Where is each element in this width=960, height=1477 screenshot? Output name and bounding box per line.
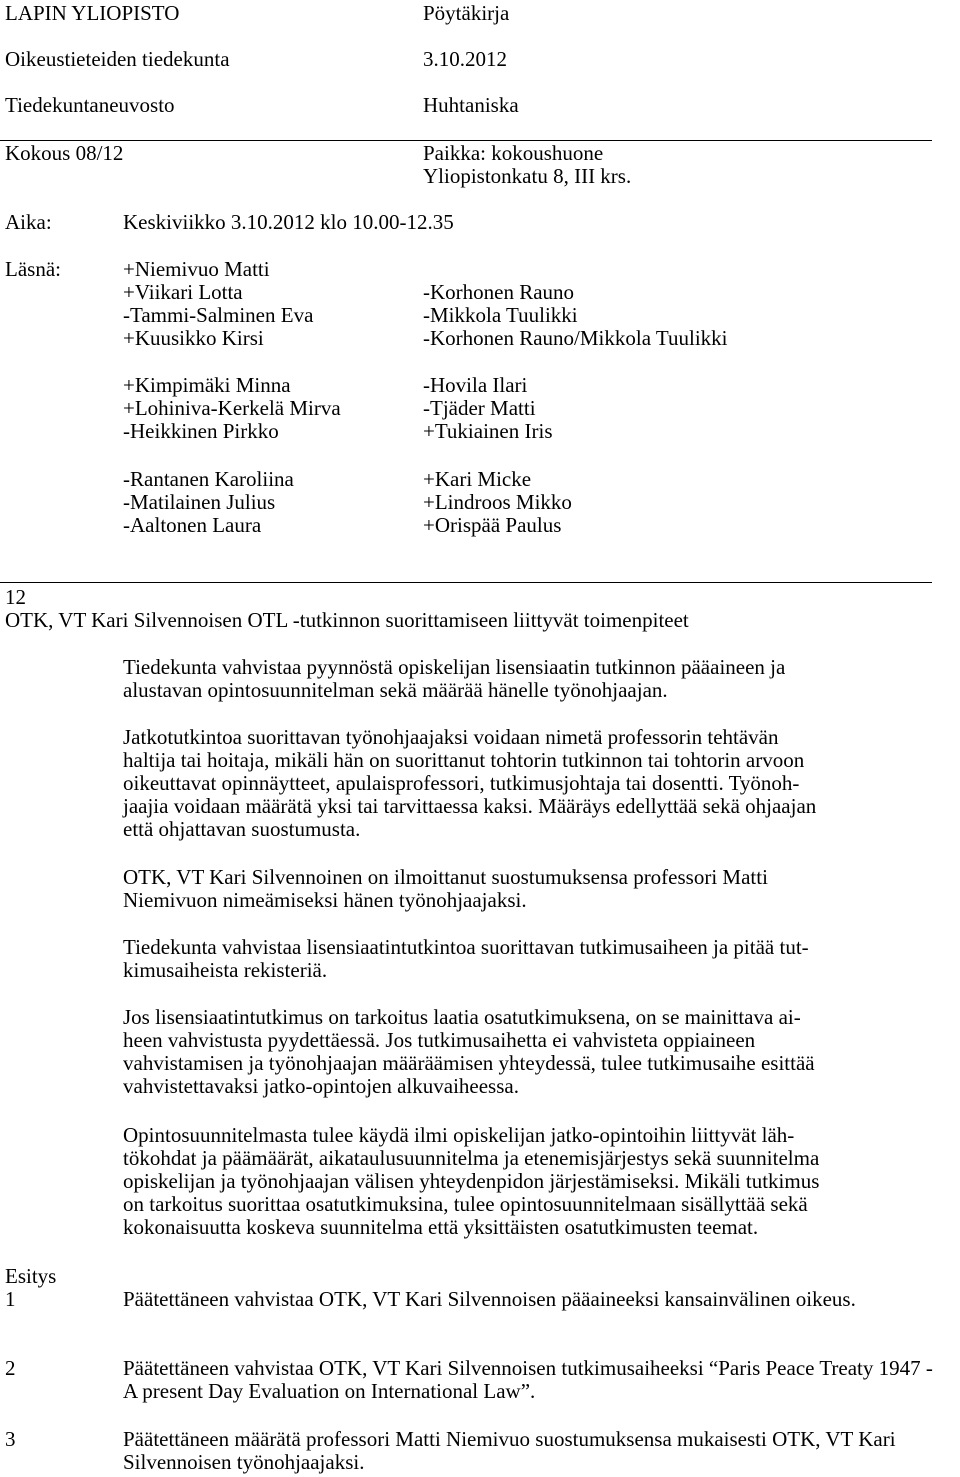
time-value: Keskiviikko 3.10.2012 klo 10.00-12.35: [123, 210, 454, 234]
meeting-place: Paikka: kokoushuone: [423, 141, 604, 165]
meeting-month: Huhtaniska: [423, 93, 519, 117]
attendee: -Hovila Ilari: [423, 373, 528, 397]
attendee: +Viikari Lotta: [123, 280, 243, 304]
attendee: +Orispää Paulus: [423, 513, 562, 537]
paragraph-line: Opintosuunnitelmasta tulee käydä ilmi opiskelijan jatko-opintoihin liittyvät läh-: [123, 1123, 795, 1147]
university-name: LAPIN YLIOPISTO: [5, 1, 180, 25]
attendee: [423, 258, 728, 281]
attendee: -Tammi-Salminen Eva: [123, 303, 314, 327]
attendee: -Korhonen Rauno: [423, 280, 575, 304]
attendee: +Niemivuo Matti: [123, 257, 270, 281]
attendee: -Mikkola Tuulikki: [423, 303, 578, 327]
paragraph-line: heen vahvistusta pyydettäessä. Jos tutkimusaihetta ei vahvisteta oppiaineen: [123, 1028, 756, 1052]
paragraph-line: on tarkoitus suorittaa osatutkimuksina, tulee opintosuunnitelmaan sisällyttää sekä: [123, 1192, 808, 1216]
paragraph-line: vahvistettavaksi jatko-opintojen alkuvaiheessa.: [123, 1074, 519, 1098]
paragraph-line: OTK, VT Kari Silvennoinen on ilmoittanut suostumuksensa professori Matti: [123, 865, 768, 889]
attendance-group-2-right: [423, 374, 553, 443]
time-label: Aika:: [5, 210, 52, 234]
paragraph-line: alustavan opintosuunnitelman sekä määrää hänelle työnohjaajan.: [123, 678, 668, 702]
proposal-item-number: 2: [5, 1356, 16, 1380]
paragraph-line: opiskelijan ja työnohjaajan välisen yhteydenpidon järjestämiseksi. Mikäli tutkimus: [123, 1169, 820, 1193]
proposal-label: Esitys: [5, 1264, 57, 1288]
attendance-group-3-left: [123, 468, 294, 537]
proposal-item-number: 3: [5, 1427, 16, 1451]
paragraph-line: kimusaiheista rekisteriä.: [123, 958, 328, 982]
paragraph-6: [123, 1124, 931, 1239]
paragraph-4: [123, 936, 931, 982]
paragraph-line: tökohdat ja päämäärät, aikataulusuunnitelma ja etenemisjärjestys sekä suunnitelma: [123, 1146, 820, 1170]
paragraph-line: jaajia voidaan määrätä yksi tai tarvittaessa kaksi. Määräys edellyttää sekä ohjaajan: [123, 794, 817, 818]
attendance-group-3-right: [423, 468, 572, 537]
attendee: +Lindroos Mikko: [423, 490, 572, 514]
attendee: +Lohiniva-Kerkelä Mirva: [123, 396, 341, 420]
attendance-label: Läsnä:: [5, 257, 61, 281]
council-name: Tiedekuntaneuvosto: [5, 93, 175, 117]
proposal-item-text: Päätettäneen vahvistaa OTK, VT Kari Silvennoisen pääaineeksi kansainvälinen oikeus.: [123, 1287, 856, 1311]
paragraph-line: Niemivuon nimeämiseksi hänen työnohjaajaksi.: [123, 888, 527, 912]
attendee: -Matilainen Julius: [123, 490, 276, 514]
paragraph-1: [123, 656, 931, 702]
paragraph-3: [123, 866, 931, 912]
attendance-group-1-left: [123, 258, 313, 350]
meeting-number: Kokous 08/12: [5, 141, 124, 165]
faculty-name: Oikeustieteiden tiedekunta: [5, 47, 230, 71]
paragraph-line: Jatkotutkintoa suorittavan työnohjaajaksi voidaan nimetä professorin tehtävän: [123, 725, 779, 749]
paragraph-line: Tiedekunta vahvistaa pyynnöstä opiskelijan lisensiaatin tutkinnon pääaineen ja: [123, 655, 786, 679]
paragraph-line: oikeuttavat opinnäytteet, apulaisprofessori, tutkimusjohtaja tai dosentti. Työnoh-: [123, 771, 800, 795]
section-title: OTK, VT Kari Silvennoisen OTL -tutkinnon suorittamiseen liittyvät toimenpiteet: [5, 608, 689, 632]
paragraph-line: Tiedekunta vahvistaa lisensiaatintutkintoa suorittavan tutkimusaiheen ja pitää tut-: [123, 935, 809, 959]
attendee: -Heikkinen Pirkko: [123, 419, 279, 443]
paragraph-line: että ohjattavan suostumusta.: [123, 817, 361, 841]
paragraph-line: Jos lisensiaatintutkimus on tarkoitus laatia osatutkimuksena, on se mainittava ai-: [123, 1005, 801, 1029]
proposal-item-text: Päätettäneen määrätä professori Matti Niemivuo suostumuksensa mukaisesti OTK, VT Kari Silvennoisen työnohjaajaksi.: [123, 1427, 896, 1474]
attendance-group-2-left: [123, 374, 341, 443]
attendee: -Tjäder Matti: [423, 396, 536, 420]
attendee: -Korhonen Rauno/Mikkola Tuulikki: [423, 326, 728, 350]
attendee: +Kuusikko Kirsi: [123, 326, 264, 350]
attendance-group-1-right: [423, 258, 728, 350]
meeting-address: Yliopistonkatu 8, III krs.: [423, 164, 632, 188]
paragraph-2: [123, 726, 931, 841]
section-rule: [0, 582, 932, 583]
section-number: 12: [5, 585, 26, 609]
attendee: +Kari Micke: [423, 467, 532, 491]
paragraph-5: [123, 1006, 931, 1098]
attendee: +Kimpimäki Minna: [123, 373, 291, 397]
attendee: -Rantanen Karoliina: [123, 467, 294, 491]
proposal-item-text: Päätettäneen vahvistaa OTK, VT Kari Silvennoisen tutkimusaiheeksi “Paris Peace Treaty 1947 - A present Day Evaluation on International Law”.: [123, 1356, 933, 1403]
meeting-date: 3.10.2012: [423, 47, 507, 71]
document-type: Pöytäkirja: [423, 1, 510, 25]
paragraph-line: haltija tai hoitaja, mikäli hän on suorittanut tohtorin tutkinnon tai tohtorin arvoon: [123, 748, 805, 772]
paragraph-line: kokonaisuutta koskeva suunnitelma että yksittäisten osatutkimusten teemat.: [123, 1215, 759, 1239]
attendee: -Aaltonen Laura: [123, 513, 262, 537]
paragraph-line: vahvistamisen ja työnohjaajan määräämisen yhteydessä, tulee tutkimusaihe esittää: [123, 1051, 815, 1075]
proposal-item-number: 1: [5, 1287, 16, 1311]
attendee: +Tukiainen Iris: [423, 419, 553, 443]
